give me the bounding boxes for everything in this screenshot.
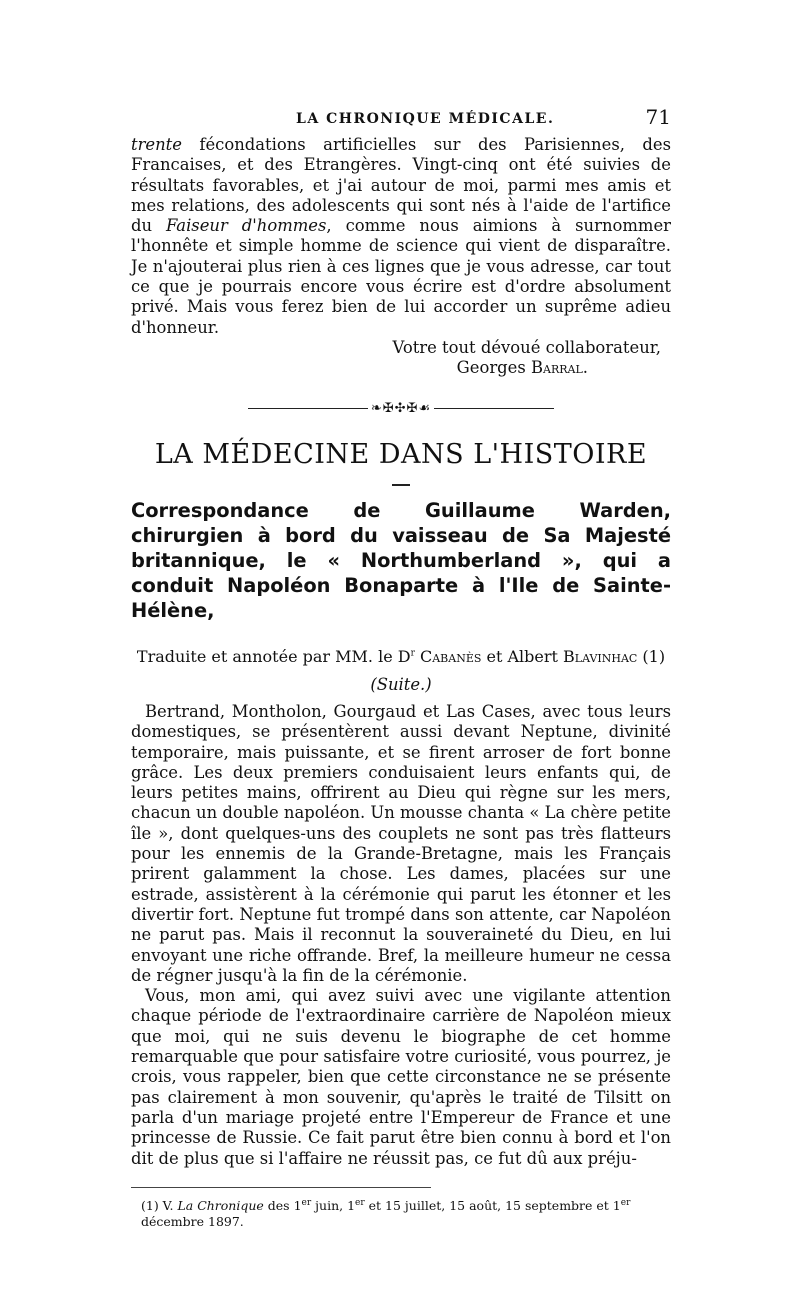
translator-name-blavinhac: Blavinhac bbox=[563, 646, 638, 666]
footnote-reference: (1) bbox=[637, 646, 666, 666]
book-title: Faiseur d'hommes bbox=[166, 216, 327, 236]
fleuron-icon: ❧✠✣✠☙ bbox=[370, 401, 432, 417]
divider-line-left bbox=[248, 408, 368, 409]
ornamental-divider bbox=[131, 396, 671, 422]
article-title: Correspondance de Guillaume Warden, chirurgien à bord du vaisseau de Sa Majesté britannique, le « Northumberland », qui a conduit Napoléon Bonaparte à l'Ile de Sainte-Hélène, bbox=[131, 498, 671, 622]
running-head bbox=[131, 95, 671, 135]
footnote-text-4: décembre 1897. bbox=[141, 1213, 244, 1229]
body-paragraph-2: Vous, mon ami, qui avez suivi avec une vigilante attention chaque période de l'extraordinaire carrière de Napoléon mieux que moi, qui ne suis devenu le biographe de cet homme remarquable que pour satisfaire votre curiosité, vous pourrez, je crois, vous rappeler, bien que cette circonstance ne se présente pas clairement à mon souvenir, qu'après le traité de Tilsitt on parla d'un mariage projeté entre l'Empereur de France et une princesse de Russie. Ce fait parut être bien connu à bord et l'on dit de plus que si l'affaire ne réussit pas, ce fut dû aux préju- bbox=[131, 986, 671, 1168]
divider-line-right bbox=[434, 408, 554, 409]
translator-name-cabanes: Cabanès bbox=[414, 646, 482, 666]
letter-paragraph bbox=[131, 135, 671, 338]
letter-closing: Votre tout dévoué collaborateur, bbox=[392, 337, 661, 357]
footnote bbox=[131, 1198, 671, 1230]
footnote-text-1: des 1 bbox=[263, 1197, 302, 1213]
translators-conjunction: et Albert bbox=[481, 646, 564, 666]
footnote-sup-2: er bbox=[355, 1197, 365, 1208]
footnote-separator bbox=[131, 1187, 431, 1188]
page-number: 71 bbox=[645, 105, 671, 129]
section-title: LA MÉDECINE DANS L'HISTOIRE bbox=[154, 438, 648, 470]
letter-text-start: fécondations artificielles sur des Parisiennes, des Francaises, et des Etrangères. Vingt-cinq ont été suivies de résultats favorables, et j'ai autour de moi, parmi mes amis et mes relations, des adolescents qui sont nés à l'aide de l'artifice du bbox=[131, 135, 671, 236]
suite-label: (Suite.) bbox=[370, 674, 432, 694]
body-paragraph-1: Bertrand, Montholon, Gourgaud et Las Cases, avec tous leurs domestiques, se présentèrent aussi devant Neptune, divinité temporaire, mais puissante, et se firent arroser de fort bonne grâce. Les deux premiers conduisaient leurs enfants qui, de leurs petites mains, offrirent au Dieu qui règne sur les mers, chacun un double napoléon. Un mousse chanta « La chère petite île », dont quelques-uns des couplets ne sont pas très flatteurs pour les ennemis de la Grande-Bretagne, mais les Français prirent galamment la chose. Les dames, placées sur une estrade, assistèrent à la cérémonie qui parut les étonner et les divertir fort. Neptune fut trompé dans son attente, car Napoléon ne parut pas. Mais il reconnut la souveraineté du Dieu, en lui envoyant une riche offrande. Bref, la meilleure humeur ne cessa de régner jusqu'à la fin de la cérémonie. bbox=[131, 701, 671, 985]
running-title: LA CHRONIQUE MÉDICALE. bbox=[296, 111, 555, 127]
signature-first-name: Georges bbox=[456, 357, 531, 377]
document-page bbox=[131, 95, 671, 1230]
footnote-text-3: et 15 juillet, 15 août, 15 septembre et 1 bbox=[364, 1197, 621, 1213]
continuation-note bbox=[131, 675, 671, 694]
footnote-marker: (1) V. bbox=[141, 1197, 178, 1213]
footnote-text-2: juin, 1 bbox=[311, 1197, 356, 1213]
translators-line bbox=[131, 647, 671, 667]
letter-text-end: , comme nous aimions à surnommer l'honnête et simple homme de science qui vient de disparaître. Je n'ajouterai plus rien à ces lignes que je vous adresse, car tout ce que je pourrais encore vous écrire est d'ordre absolument privé. Mais vous ferez bien de lui accorder un suprême adieu d'honneur. bbox=[131, 216, 671, 337]
footnote-journal: La Chronique bbox=[177, 1197, 264, 1213]
letter-signature bbox=[131, 358, 588, 378]
title-rule bbox=[392, 484, 410, 486]
footnote-sup-1: er bbox=[301, 1197, 312, 1208]
letter-opening-word: trente bbox=[131, 135, 182, 154]
translators-prefix: Traduite et annotée par MM. le D bbox=[136, 646, 411, 666]
doctor-superscript: r bbox=[410, 648, 415, 659]
footnote-sup-3: er bbox=[620, 1197, 631, 1208]
signature-last-name: Barral. bbox=[530, 357, 588, 377]
